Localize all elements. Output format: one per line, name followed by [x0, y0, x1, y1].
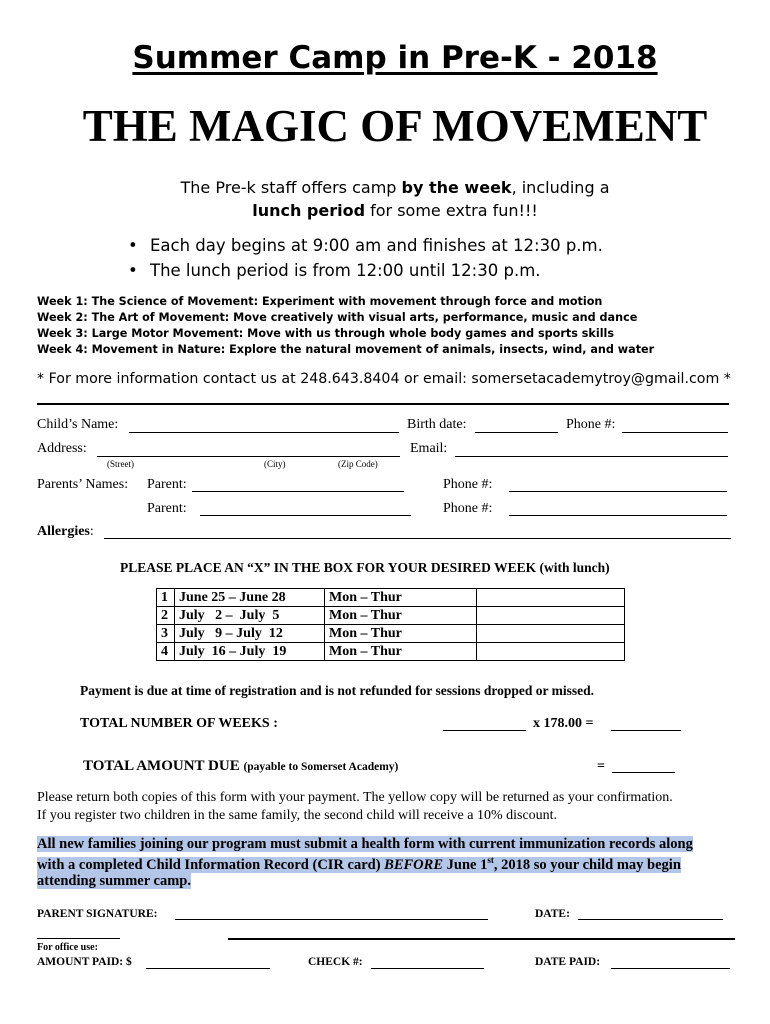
date-field[interactable]	[578, 919, 723, 920]
week-select-box[interactable]	[477, 589, 625, 607]
health-notice-text: All new families joining our program must submit a health form with current immunization records along	[37, 836, 693, 852]
document-subtitle: THE MAGIC OF MOVEMENT	[82, 101, 708, 151]
intro-text: The Pre-k staff offers camp	[180, 178, 402, 197]
parent-1-phone-field[interactable]	[509, 491, 727, 492]
week-days: Mon – Thur	[325, 643, 477, 661]
bullet-icon: •	[128, 236, 138, 255]
parent-label: Parent:	[147, 477, 187, 492]
week-dates: June 25 – June 28	[175, 589, 325, 607]
divider	[228, 938, 735, 940]
health-notice-emphasis: BEFORE	[384, 856, 444, 873]
week-number: 4	[157, 643, 175, 661]
phone-field[interactable]	[622, 432, 728, 433]
payable-to-text: (payable to Somerset Academy)	[243, 761, 399, 773]
table-row	[157, 643, 625, 661]
date-label: DATE:	[535, 908, 570, 920]
return-note-line-2: If you register two children in the same family, the second child will receive a 10% discount.	[37, 808, 558, 823]
total-due-text: TOTAL AMOUNT DUE	[83, 758, 240, 774]
table-row	[157, 625, 625, 643]
birth-date-label: Birth date:	[407, 417, 467, 432]
total-weeks-label: TOTAL NUMBER OF WEEKS :	[80, 716, 278, 731]
parent-1-field[interactable]	[192, 491, 404, 492]
intro-text: for some extra fun!!!	[365, 201, 538, 220]
divider	[37, 938, 120, 939]
parent-signature-label: PARENT SIGNATURE:	[37, 908, 158, 920]
total-due-field[interactable]	[612, 772, 675, 773]
week-days: Mon – Thur	[325, 607, 477, 625]
table-row	[157, 607, 625, 625]
parent-2-field[interactable]	[200, 515, 411, 516]
divider	[37, 403, 729, 405]
health-notice-text: , 2018 so your child may begin	[493, 856, 681, 873]
equals-sign: =	[597, 759, 605, 774]
document-title: Summer Camp in Pre-K - 2018	[132, 40, 658, 76]
week-selection-table	[156, 588, 625, 661]
week-days: Mon – Thur	[325, 589, 477, 607]
email-field[interactable]	[455, 456, 728, 457]
amount-paid-field[interactable]	[146, 968, 270, 969]
bullet-text: The lunch period is from 12:00 until 12:30 p.m.	[150, 261, 541, 280]
date-paid-field[interactable]	[611, 968, 730, 969]
birth-date-field[interactable]	[475, 432, 558, 433]
phone-label: Phone #:	[566, 417, 616, 432]
return-note-line-1: Please return both copies of this form with your payment. The yellow copy will be returned as your confirmation.	[37, 790, 673, 805]
date-paid-label: DATE PAID:	[535, 956, 601, 968]
parent-phone-label: Phone #:	[443, 501, 493, 516]
week-description: Week 4: Movement in Nature: Explore the natural movement of animals, insects, wind, and water	[37, 343, 655, 356]
week-select-box[interactable]	[477, 625, 625, 643]
child-name-label: Child’s Name:	[37, 417, 119, 432]
health-notice-line-2	[37, 855, 681, 874]
allergies-label-text: Allergies	[37, 524, 90, 539]
allergies-field[interactable]	[104, 538, 731, 539]
week-description: Week 1: The Science of Movement: Experiment with movement through force and motion	[37, 295, 603, 308]
week-dates: July 16 – July 19	[175, 643, 325, 661]
parents-names-label: Parents’ Names:	[37, 477, 129, 492]
intro-text: , including a	[511, 178, 610, 197]
health-notice-text: with a completed Child Information Record (CIR card)	[37, 856, 385, 873]
address-label: Address:	[37, 441, 87, 456]
week-dates: July 2 – July 5	[175, 607, 325, 625]
street-hint: (Street)	[107, 459, 134, 469]
week-description: Week 2: The Art of Movement: Move creatively with visual arts, performance, music and dance	[37, 311, 638, 324]
week-number: 2	[157, 607, 175, 625]
week-description: Week 3: Large Motor Movement: Move with us through whole body games and sports skills	[37, 327, 615, 340]
bullet-text: Each day begins at 9:00 am and finishes at 12:30 p.m.	[150, 236, 603, 255]
check-number-field[interactable]	[371, 968, 484, 969]
health-notice-superscript: st	[487, 855, 494, 865]
bullet-icon: •	[128, 261, 138, 280]
office-use-label: For office use:	[37, 942, 98, 953]
week-dates: July 9 – July 12	[175, 625, 325, 643]
parent-phone-label: Phone #:	[443, 477, 493, 492]
week-days: Mon – Thur	[325, 625, 477, 643]
payment-notice: Payment is due at time of registration and is not refunded for sessions dropped or missed.	[80, 683, 595, 698]
health-notice-text: attending summer camp.	[37, 873, 191, 889]
parent-label: Parent:	[147, 501, 187, 516]
bullet-item	[128, 236, 603, 255]
week-select-box[interactable]	[477, 643, 625, 661]
city-hint: (City)	[264, 459, 286, 469]
health-notice-text: June 1	[443, 856, 488, 873]
allergies-label: Allergies:	[37, 524, 94, 539]
week-number: 3	[157, 625, 175, 643]
health-notice-line-1	[37, 836, 693, 853]
intro-bold: by the week	[401, 178, 512, 197]
week-select-box[interactable]	[477, 607, 625, 625]
email-label: Email:	[410, 441, 448, 456]
week-number: 1	[157, 589, 175, 607]
intro-bold: lunch period	[252, 201, 366, 220]
child-name-field[interactable]	[129, 432, 399, 433]
bullet-item	[128, 261, 541, 280]
total-weeks-field[interactable]	[443, 730, 526, 731]
intro-line-2	[0, 201, 770, 220]
selection-instruction: PLEASE PLACE AN “X” IN THE BOX FOR YOUR DESIRED WEEK (with lunch)	[120, 560, 610, 575]
total-due-label	[83, 758, 398, 775]
rate-text: x 178.00 =	[533, 716, 594, 731]
zip-hint: (Zip Code)	[338, 459, 378, 469]
health-notice-line-3	[37, 873, 191, 890]
check-number-label: CHECK #:	[308, 956, 363, 968]
parent-2-phone-field[interactable]	[509, 515, 727, 516]
amount-paid-label: AMOUNT PAID: $	[37, 956, 132, 968]
table-row	[157, 589, 625, 607]
weeks-subtotal-field[interactable]	[611, 730, 681, 731]
contact-info: * For more information contact us at 248.643.8404 or email: somersetacademytroy@gmail.com *	[37, 371, 731, 387]
parent-signature-field[interactable]	[175, 919, 488, 920]
intro-line-1	[0, 178, 770, 197]
address-field[interactable]	[97, 456, 400, 457]
